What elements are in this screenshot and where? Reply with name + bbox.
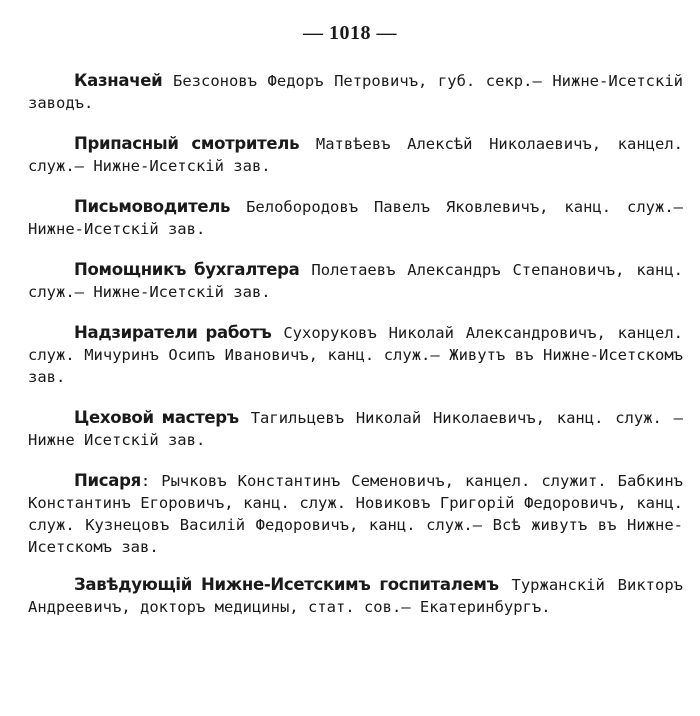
entry-supply-keeper: [28, 133, 683, 177]
entry-text: Сухоруковъ Николай Александровичъ, канцел. служ. Мичуринъ Осипъ Ивановичъ, канц. служ.— Живутъ въ Нижне-Исетскомъ зав.: [28, 324, 683, 386]
entry-text: Белобородовъ Павелъ Яковлевичъ, канц. служ.— Нижне-Исетскій зав.: [28, 198, 683, 238]
entries-list: [28, 70, 683, 637]
entry-clerk: [28, 196, 683, 240]
entry-text: Безсоновъ Федоръ Петровичъ, губ. секр.— Нижне-Исетскій заводъ.: [28, 72, 683, 112]
entry-hospital-head: [28, 574, 683, 618]
entry-text: Полетаевъ Александръ Степановичъ, канц. служ.— Нижне-Исетскій зав.: [28, 261, 683, 301]
entry-title: Письмоводитель: [74, 197, 231, 216]
entry-text: : Рычковъ Константинъ Семеновичъ, канцел. служит. Бабкинъ Константинъ Егоровичъ, канц. служ. Новиковъ Григорій Федоровичъ, канц. служ. Кузнецовъ Василій Федоровичъ, канц. служ.— Всѣ живутъ въ Нижне-Исетскомъ зав.: [28, 472, 683, 556]
entry-shop-master: [28, 407, 683, 451]
page-number: — 1018 —: [303, 22, 397, 44]
entry-text: Тагильцевъ Николай Николаевичъ, канц. служ. —Нижне Исетскій зав.: [28, 409, 683, 449]
entry-scribes: [28, 470, 683, 558]
entry-title: Припасный смотритель: [74, 134, 300, 153]
entry-text: Матвѣевъ Алексѣй Николаевичъ, канцел. служ.— Нижне-Исетскій зав.: [28, 135, 684, 175]
entry-title: Надзиратели работъ: [74, 323, 272, 342]
entry-title: Цеховой мастеръ: [74, 408, 239, 427]
entry-treasurer: [28, 70, 683, 114]
entry-title: Казначей: [74, 71, 163, 90]
entry-title: Помощникъ бухгалтера: [74, 260, 300, 279]
entry-text: Туржанскій Викторъ Андреевичъ, докторъ медицины, стат. сов.— Екатеринбургъ.: [28, 576, 683, 616]
entry-title: Завѣдующій Нижне-Исетскимъ госпиталемъ: [74, 575, 499, 594]
entry-work-supervisors: [28, 322, 683, 388]
entry-title: Писаря: [74, 471, 141, 490]
entry-assistant-accountant: [28, 259, 683, 303]
